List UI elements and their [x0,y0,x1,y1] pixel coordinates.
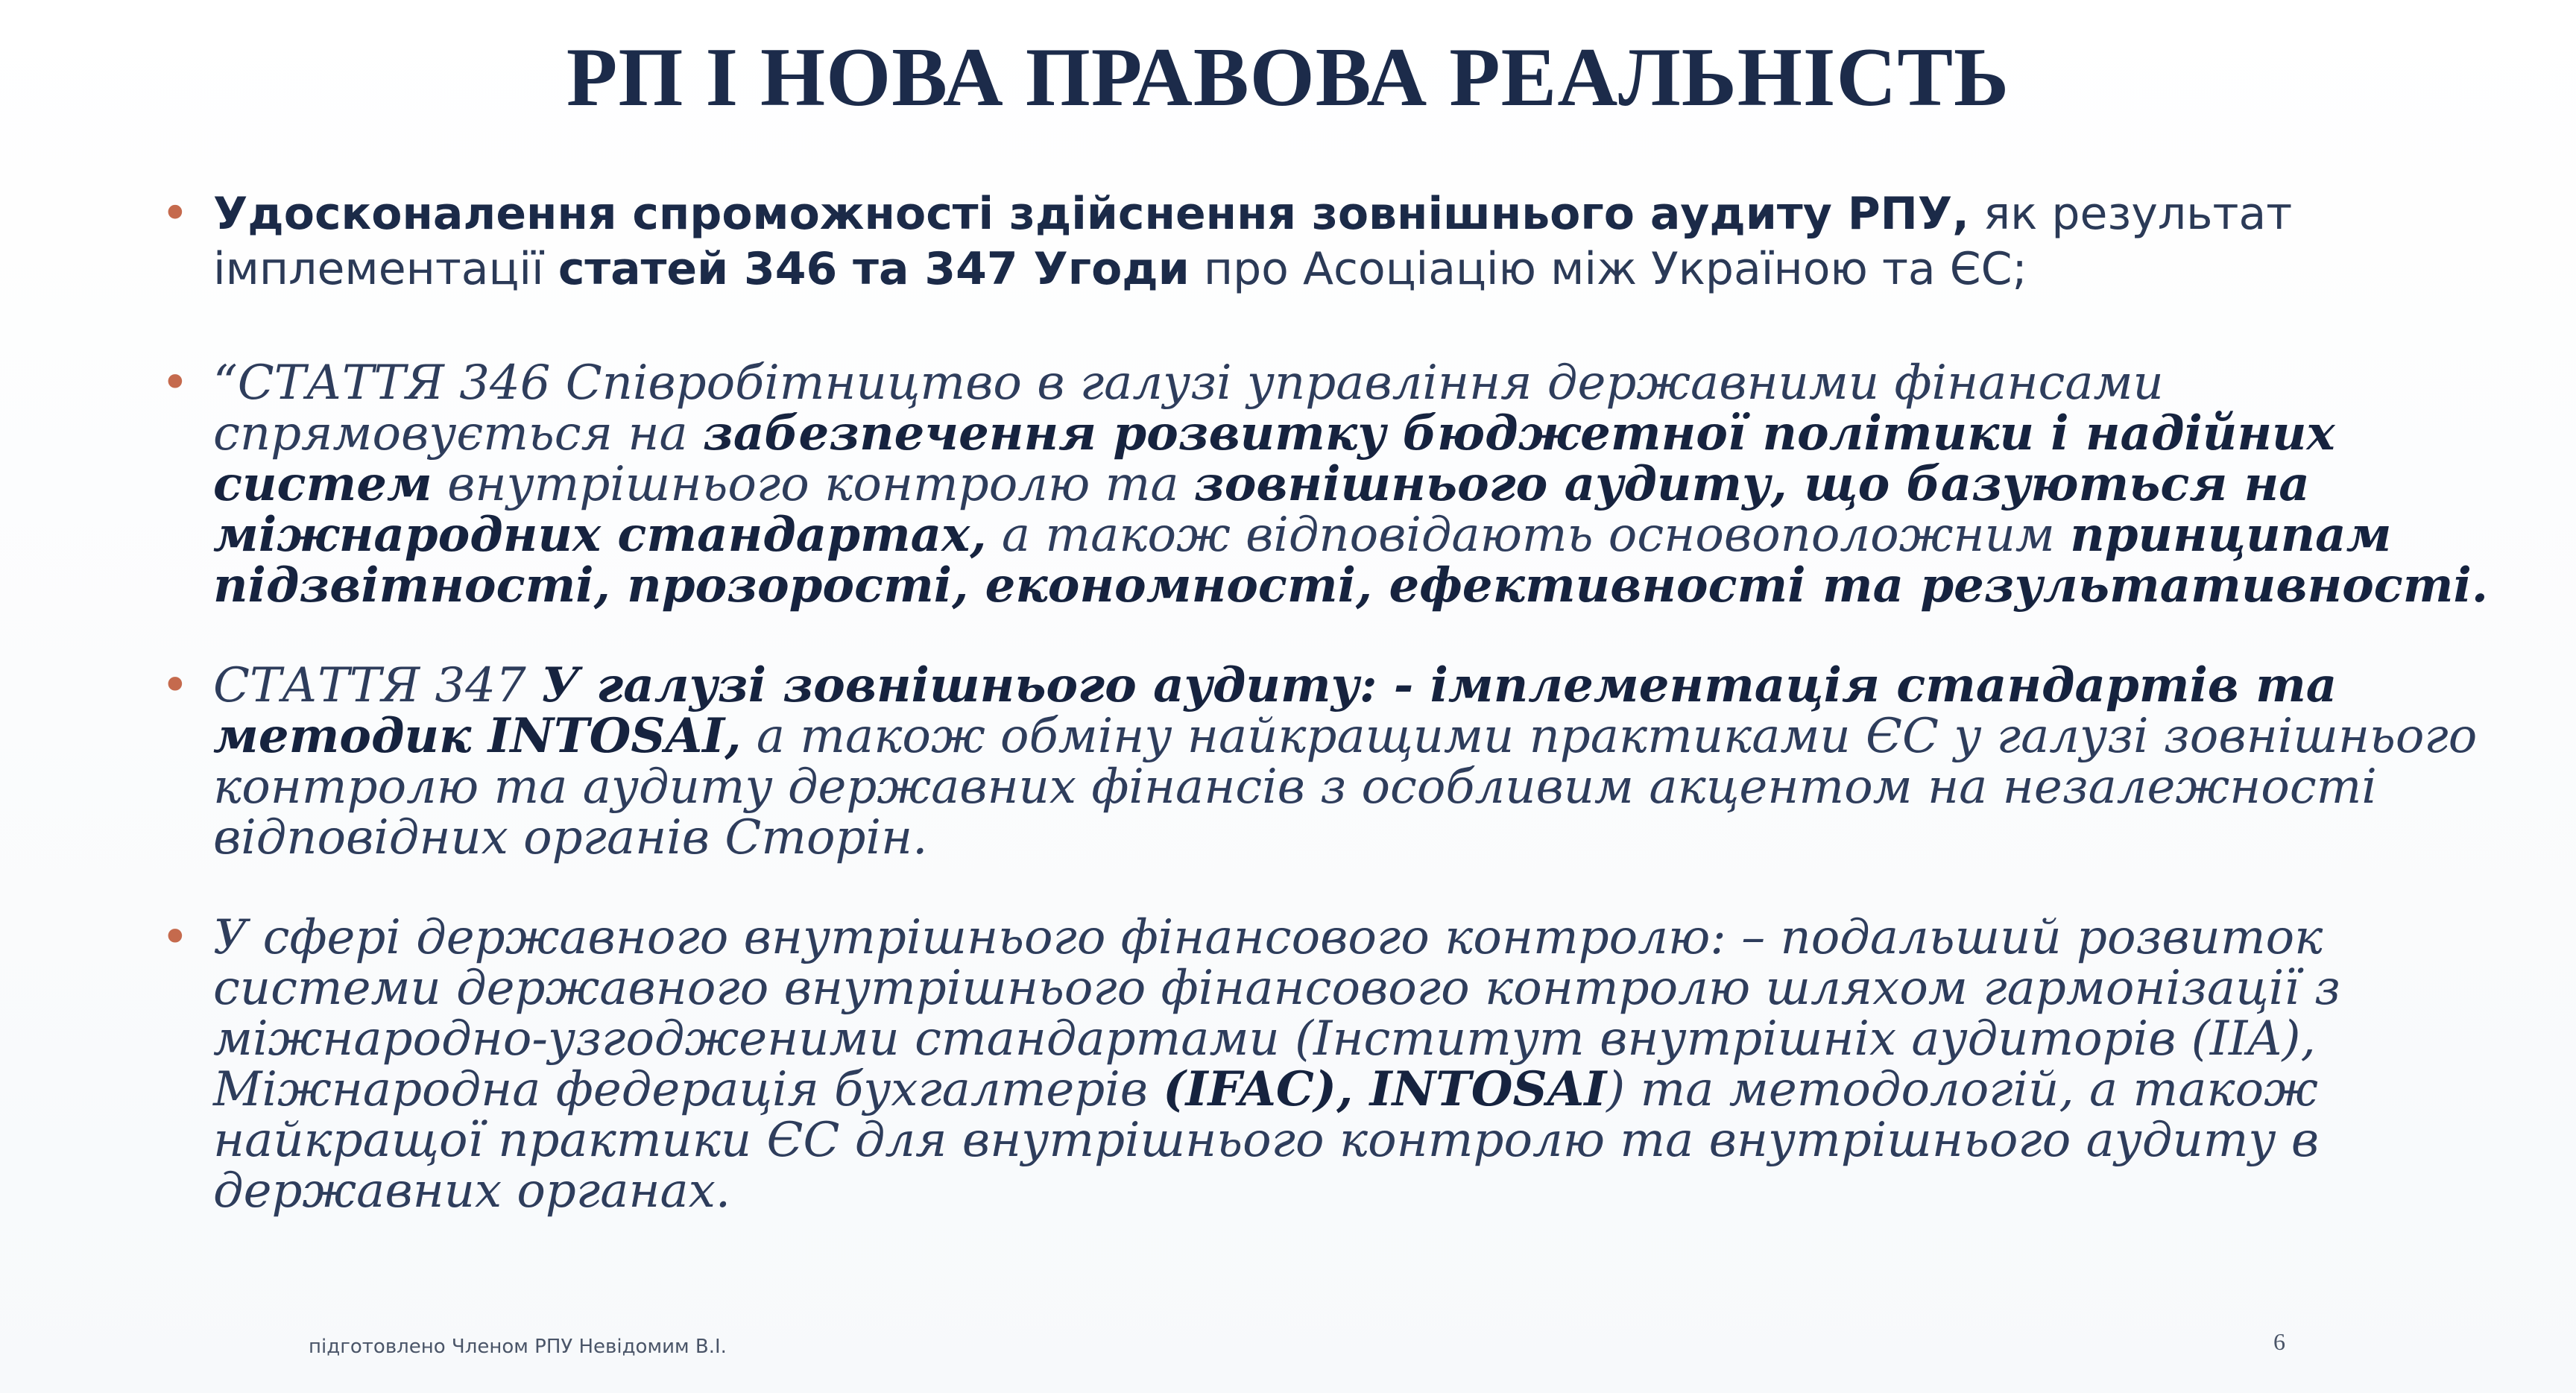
bullet-text: а також обміну найкращими практиками ЄС у галузі зовнішнього контролю та аудиту державних фінансів з особливим акцентом на незалежності відповідних органів Сторін. [213,709,2478,865]
slide-title: РП І НОВА ПРАВОВА РЕАЛЬНІСТЬ [566,31,2010,124]
bullet-text-bold: Удосконалення спроможності здійснення зовнішнього аудиту РПУ, [213,188,1969,240]
bullet-marker: • [161,910,189,965]
bullet-text-bold: принципам підзвітності, прозорості, економності, ефективності та результативності. [213,507,2489,613]
bullet-text: про Асоціацію між Україною та ЄС; [1189,243,2027,295]
bullet-item-1 [157,186,2512,297]
bullet-text: “СТАТТЯ 346 Співробітництво в галузі управління державними фінансами спрямовується на [213,356,2164,461]
bullet-marker: • [161,356,189,411]
bullet-text-bold: забезпечення розвитку бюджетної політики і надійних систем [213,405,2335,512]
bullet-text: а також відповідають основоположним [986,508,2071,563]
bullet-text-bold: У галузі зовнішнього аудиту: - імплементація стандартів та методик INTOSAI, [213,657,2337,764]
bullet-list [157,186,2512,1266]
page-number: 6 [2273,1328,2285,1355]
bullet-text-bold: статей 346 та 347 Угоди [558,243,1190,295]
bullet-text: як результат імплементації [213,188,2293,295]
bullet-text: внутрішнього контролю та [432,457,1194,512]
bullet-text-bold: зовнішнього аудиту, що базуються на міжнародних стандартах, [213,456,2310,563]
bullet-text: У сфері державного внутрішнього фінансового контролю: – подальший розвиток системи державного внутрішнього фінансового контролю шляхом гармонізації з міжнародно-узгодженими стандартами (Інститут внутрішніх аудиторів (IIA), Міжнародна федерація бухгалтерів [213,910,2340,1117]
bullet-marker: • [161,658,189,713]
footer-author: підготовлено Членом РПУ Невідомим В.І. [309,1336,727,1358]
bullet-text: СТАТТЯ 347 [213,658,542,713]
bullet-item-2 [157,358,2512,611]
bullet-item-3 [157,657,2512,865]
bullet-item-4 [157,910,2512,1219]
bullet-marker: • [161,186,189,241]
bullet-text: ) та методологій, а також найкращої практики ЄС для внутрішнього контролю та внутрішнього аудиту в державних органах. [213,1062,2320,1219]
bullet-text-bold: (IFAC), INTOSAI [1163,1061,1607,1117]
